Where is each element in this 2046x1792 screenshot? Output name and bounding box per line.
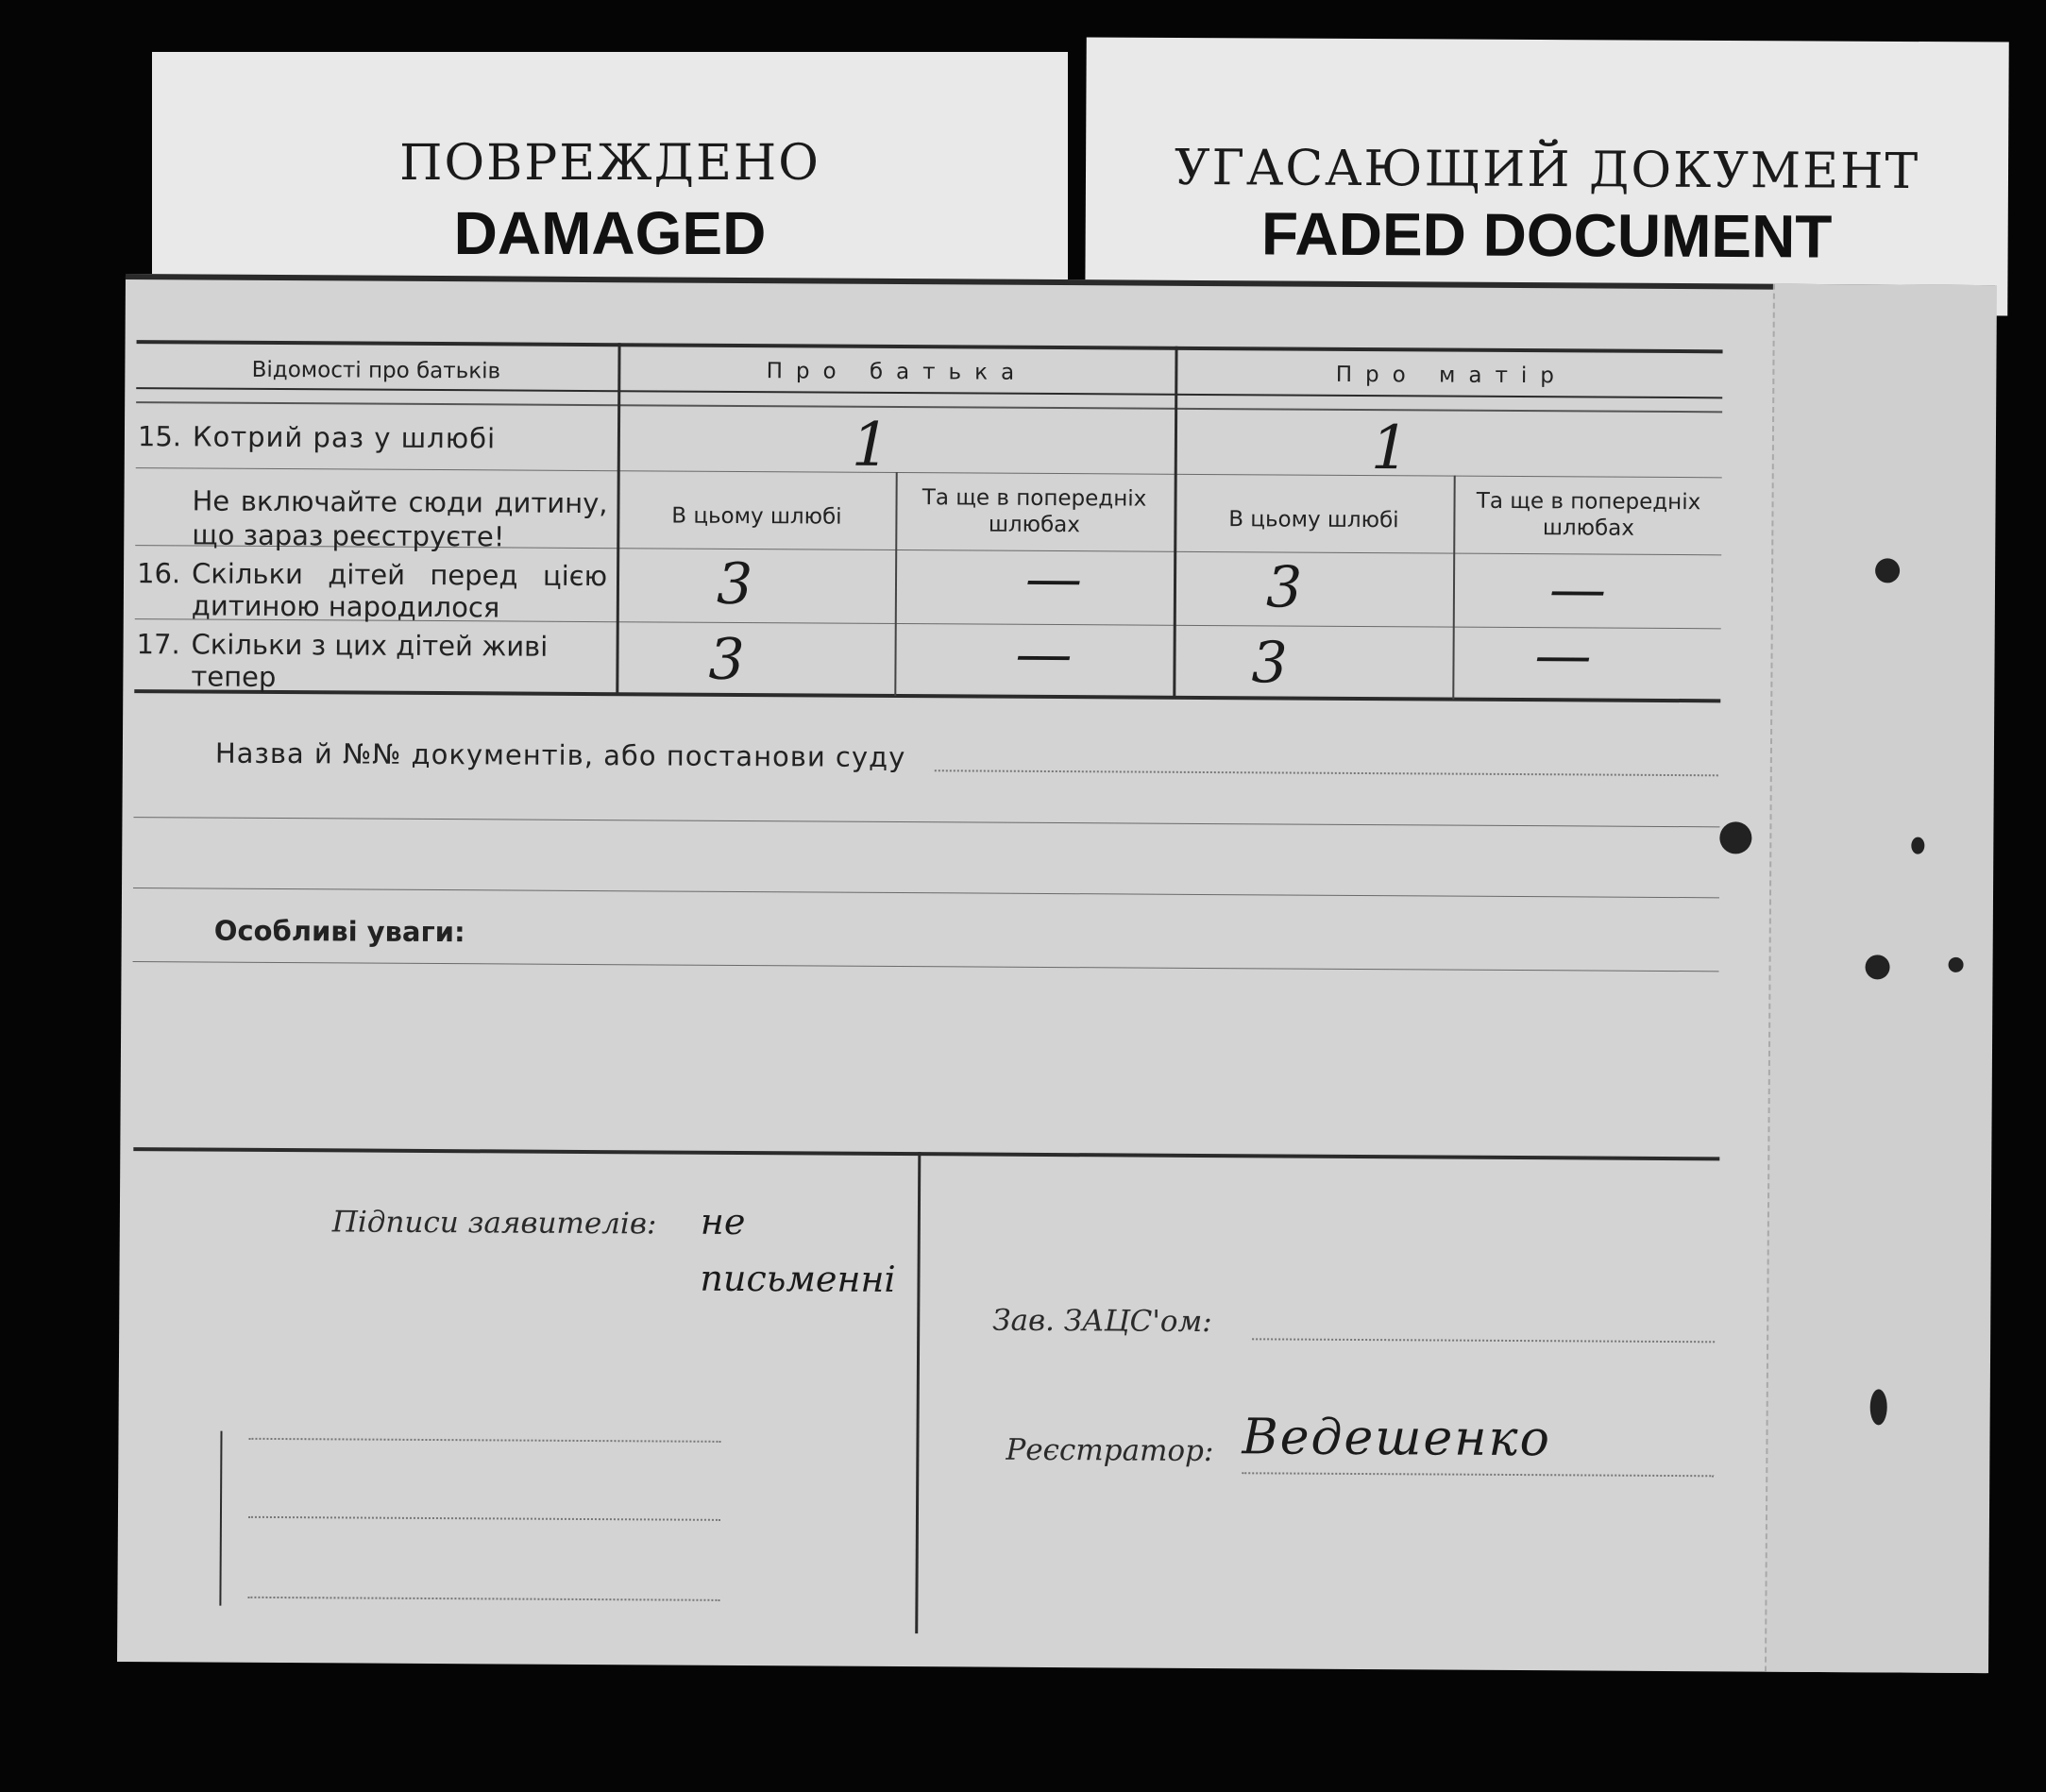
registrar-signature: Ведешенко — [1242, 1409, 1552, 1468]
remarks-label: Особливі уваги: — [213, 914, 465, 949]
row15-father-value: 1 — [851, 410, 890, 481]
punch-hole — [1875, 558, 1900, 583]
mother-sub-prev-marriages: Та ще в попередніх шлюбах — [1476, 488, 1701, 541]
row17-label: Скільки з цих дітей живі тепер — [191, 628, 549, 693]
row16-number: 16. — [136, 557, 181, 590]
header-mother: Про матір — [1335, 362, 1568, 389]
punch-hole — [1911, 837, 1924, 854]
row15-number: 15. — [137, 420, 182, 453]
damaged-label-en: DAMAGED — [453, 199, 767, 267]
row16-father-prev: — — [1024, 545, 1083, 613]
documents-label: Назва й №№ документів, або постанови суду — [214, 736, 906, 774]
row15-label: Котрий раз у шлюбі — [192, 420, 497, 455]
header-father: Про батька — [766, 359, 1028, 385]
faded-label-card — [1085, 37, 2009, 315]
mother-sub-this-marriage: В цьому шлюбі — [1228, 507, 1399, 533]
punch-hole — [1865, 955, 1889, 979]
row16-mother-prev: — — [1548, 556, 1607, 623]
registrar-label: Реєстратор: — [1006, 1432, 1214, 1469]
row15-mother-value: 1 — [1370, 414, 1410, 484]
perforated-margin — [1765, 284, 1997, 1673]
father-sub-prev-marriages: Та ще в попередніх шлюбах — [922, 485, 1147, 538]
punch-hole — [1719, 821, 1751, 854]
zags-head-label: Зав. ЗАЦС'ом: — [992, 1303, 1212, 1340]
damaged-label-ru: ПОВРЕЖДЕНО — [399, 135, 820, 192]
row17-father-this: 3 — [708, 626, 745, 694]
faded-label-en: FADED DOCUMENT — [1260, 199, 1833, 271]
faded-label-ru: УГАСАЮЩИЙ ДОКУМЕНТ — [1174, 139, 1920, 201]
row16-label: Скільки дітей перед цією дитиною народилося — [191, 557, 608, 624]
row17-father-prev: — — [1015, 620, 1073, 688]
row17-mother-prev: — — [1534, 622, 1592, 689]
row17-mother-this: 3 — [1251, 630, 1288, 697]
row17-number: 17. — [136, 628, 180, 661]
punch-hole — [1949, 957, 1964, 972]
damaged-label-card — [152, 52, 1068, 288]
father-sub-this-marriage: В цьому шлюбі — [671, 503, 842, 530]
applicants-signature-label: Підписи заявителів: — [331, 1205, 657, 1242]
punch-hole — [1870, 1389, 1887, 1425]
applicants-handwritten-note: не письменні — [700, 1200, 896, 1301]
header-parents: Відомості про батьків — [251, 357, 501, 384]
row16-mother-this: 3 — [1265, 554, 1303, 621]
document-sheet — [117, 274, 1995, 1673]
row16-father-this: 3 — [716, 550, 753, 618]
exclusion-note: Не включайте сюди дитину, що зараз реєструєте! — [192, 484, 608, 553]
